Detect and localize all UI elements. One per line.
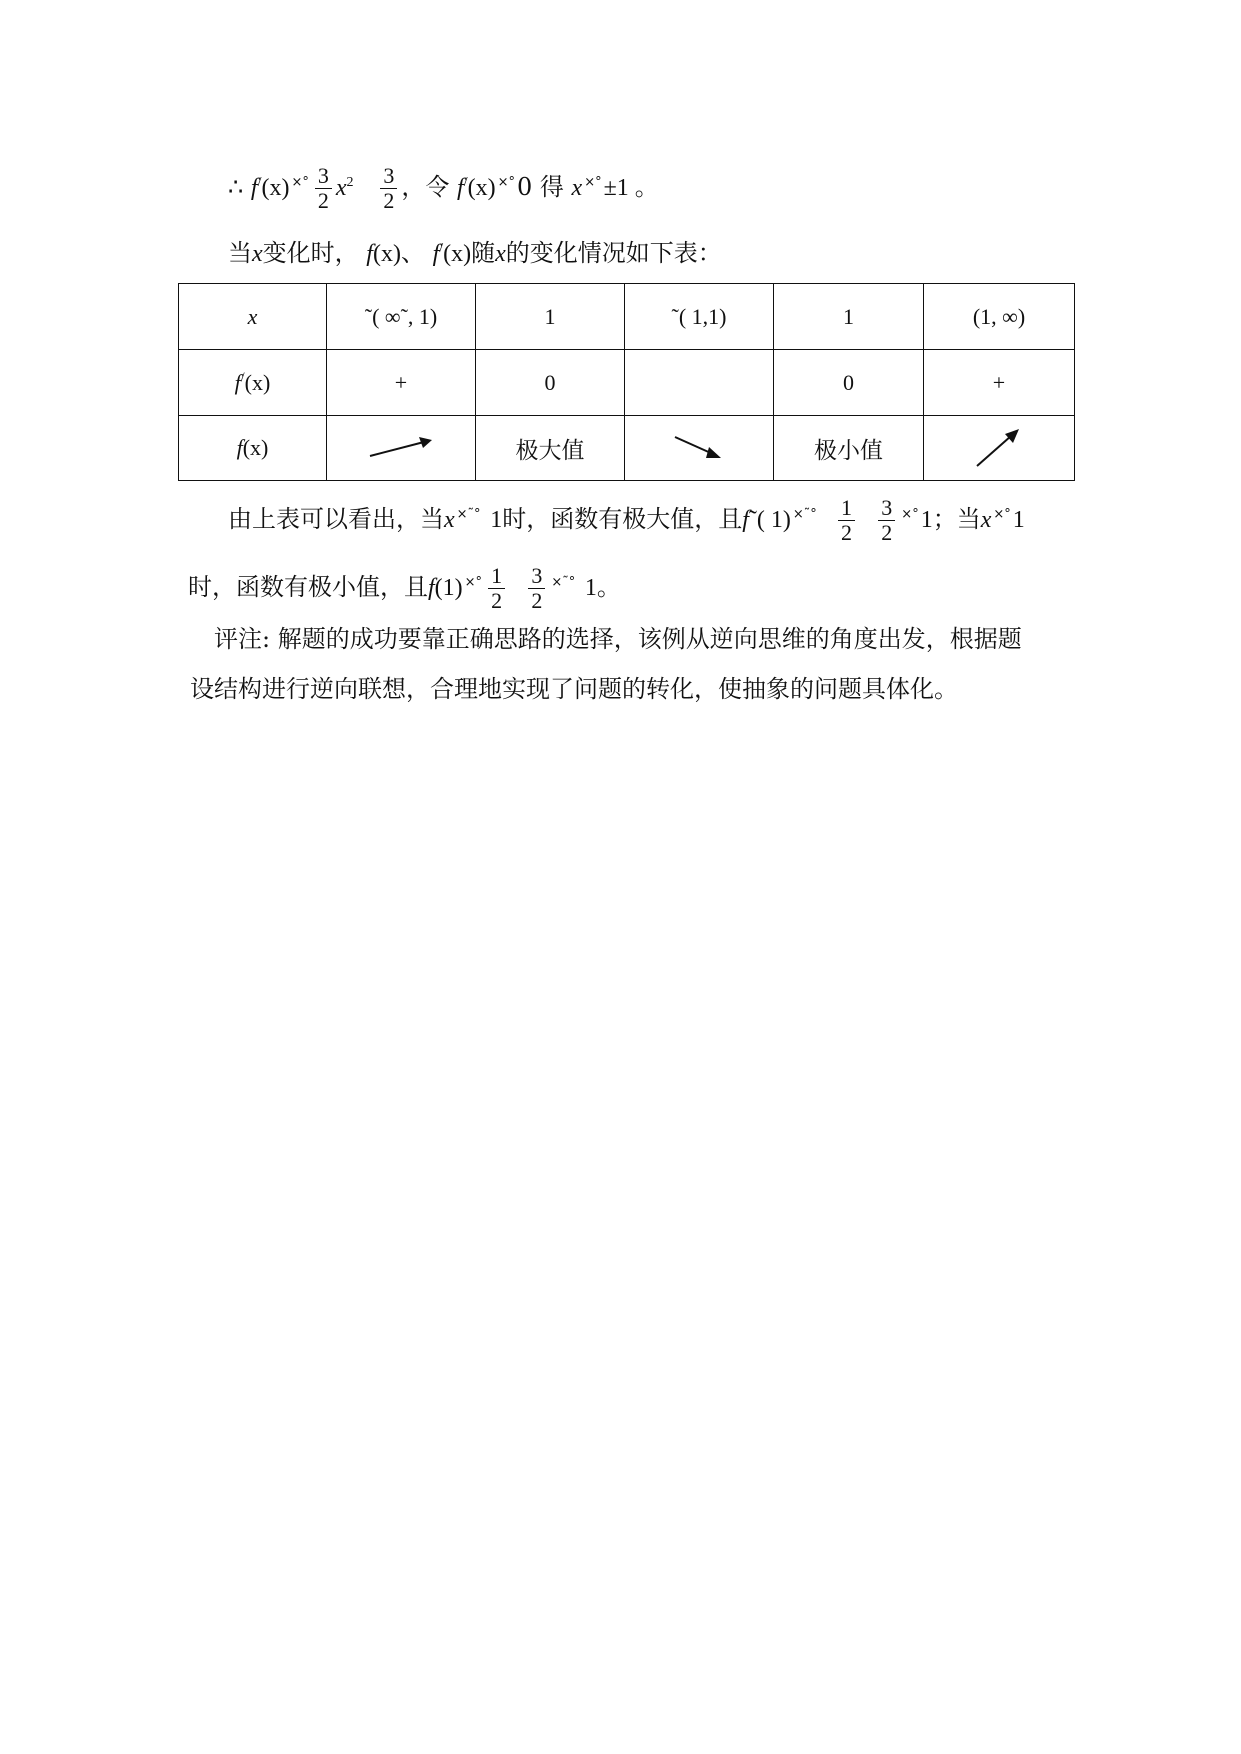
table-cell-min: 极小值 bbox=[774, 416, 924, 481]
fraction: $\frac{3}{2}$ bbox=[528, 564, 545, 613]
fraction: $\frac{3}{2}$ bbox=[878, 496, 895, 545]
fraction: $\frac{3}{2}$ bbox=[315, 164, 332, 213]
extremum-line-1: 由上表可以看出，当x ×˜° 1时，函数有极大值，且f˜( 1) ×˜° $\frac{1}{2}$ $\frac{3}{2}$ ×°1；当x ×°1 bbox=[228, 495, 1025, 545]
fraction: $\frac{1}{2}$ bbox=[488, 564, 505, 613]
table-cell-fprime-label: f/(x) bbox=[179, 350, 327, 416]
arrow-up-right-icon bbox=[366, 433, 436, 463]
table-cell-trend-2 bbox=[625, 416, 774, 481]
extremum-line-2: 时，函数有极小值，且f(1) ×° $\frac{1}{2}$ $\frac{3}{2}$ ×˜° 1。 bbox=[188, 563, 621, 613]
table-row-x bbox=[179, 284, 1075, 350]
table-cell-trend-1 bbox=[327, 416, 476, 481]
comment-line-1: 评注: 解题的成功要靠正确思路的选择，该例从逆向思维的角度出发，根据题 bbox=[214, 625, 1022, 653]
table-cell-point-2: 1 bbox=[774, 284, 924, 350]
table-cell-sign-2: 0 bbox=[476, 350, 625, 416]
table-cell-sign-3 bbox=[625, 350, 774, 416]
variation-table bbox=[178, 283, 1075, 481]
therefore-symbol: ∴ bbox=[228, 173, 251, 201]
table-cell-interval-2: ˜( 1,1) bbox=[625, 284, 774, 350]
table-cell-point-1: 1 bbox=[476, 284, 625, 350]
table-cell-interval-3: (1, ∞) bbox=[924, 284, 1075, 350]
table-cell-trend-3 bbox=[924, 416, 1075, 481]
table-intro-line: 当x变化时， f(x)、 f/(x)随x的变化情况如下表： bbox=[228, 239, 722, 267]
table-cell-interval-1: ˜( ∞˜, 1) bbox=[327, 284, 476, 350]
arrow-up-right-steep-icon bbox=[969, 426, 1029, 470]
comment-line-2: 设结构进行逆向联想，合理地实现了问题的转化，使抽象的问题具体化。 bbox=[190, 675, 958, 703]
table-row-fprime bbox=[179, 350, 1075, 416]
fraction: $\frac{3}{2}$ bbox=[380, 164, 397, 213]
table-cell-f-label: f(x) bbox=[179, 416, 327, 481]
table-row-f bbox=[179, 416, 1075, 481]
derivative-line: ∴ f/(x) ×° $\frac{3}{2}$ $x^2$ $\frac{3}{2}$ ，令 f/(x) ×°0 得 x ×°±1 。 bbox=[228, 163, 659, 213]
table-cell-max: 极大值 bbox=[476, 416, 625, 481]
table-cell-sign-4: 0 bbox=[774, 350, 924, 416]
table-cell-sign-1: + bbox=[327, 350, 476, 416]
fraction: $\frac{1}{2}$ bbox=[838, 496, 855, 545]
table-cell-x-label: x bbox=[179, 284, 327, 350]
table-cell-sign-5: + bbox=[924, 350, 1075, 416]
arrow-down-right-icon bbox=[669, 431, 729, 465]
